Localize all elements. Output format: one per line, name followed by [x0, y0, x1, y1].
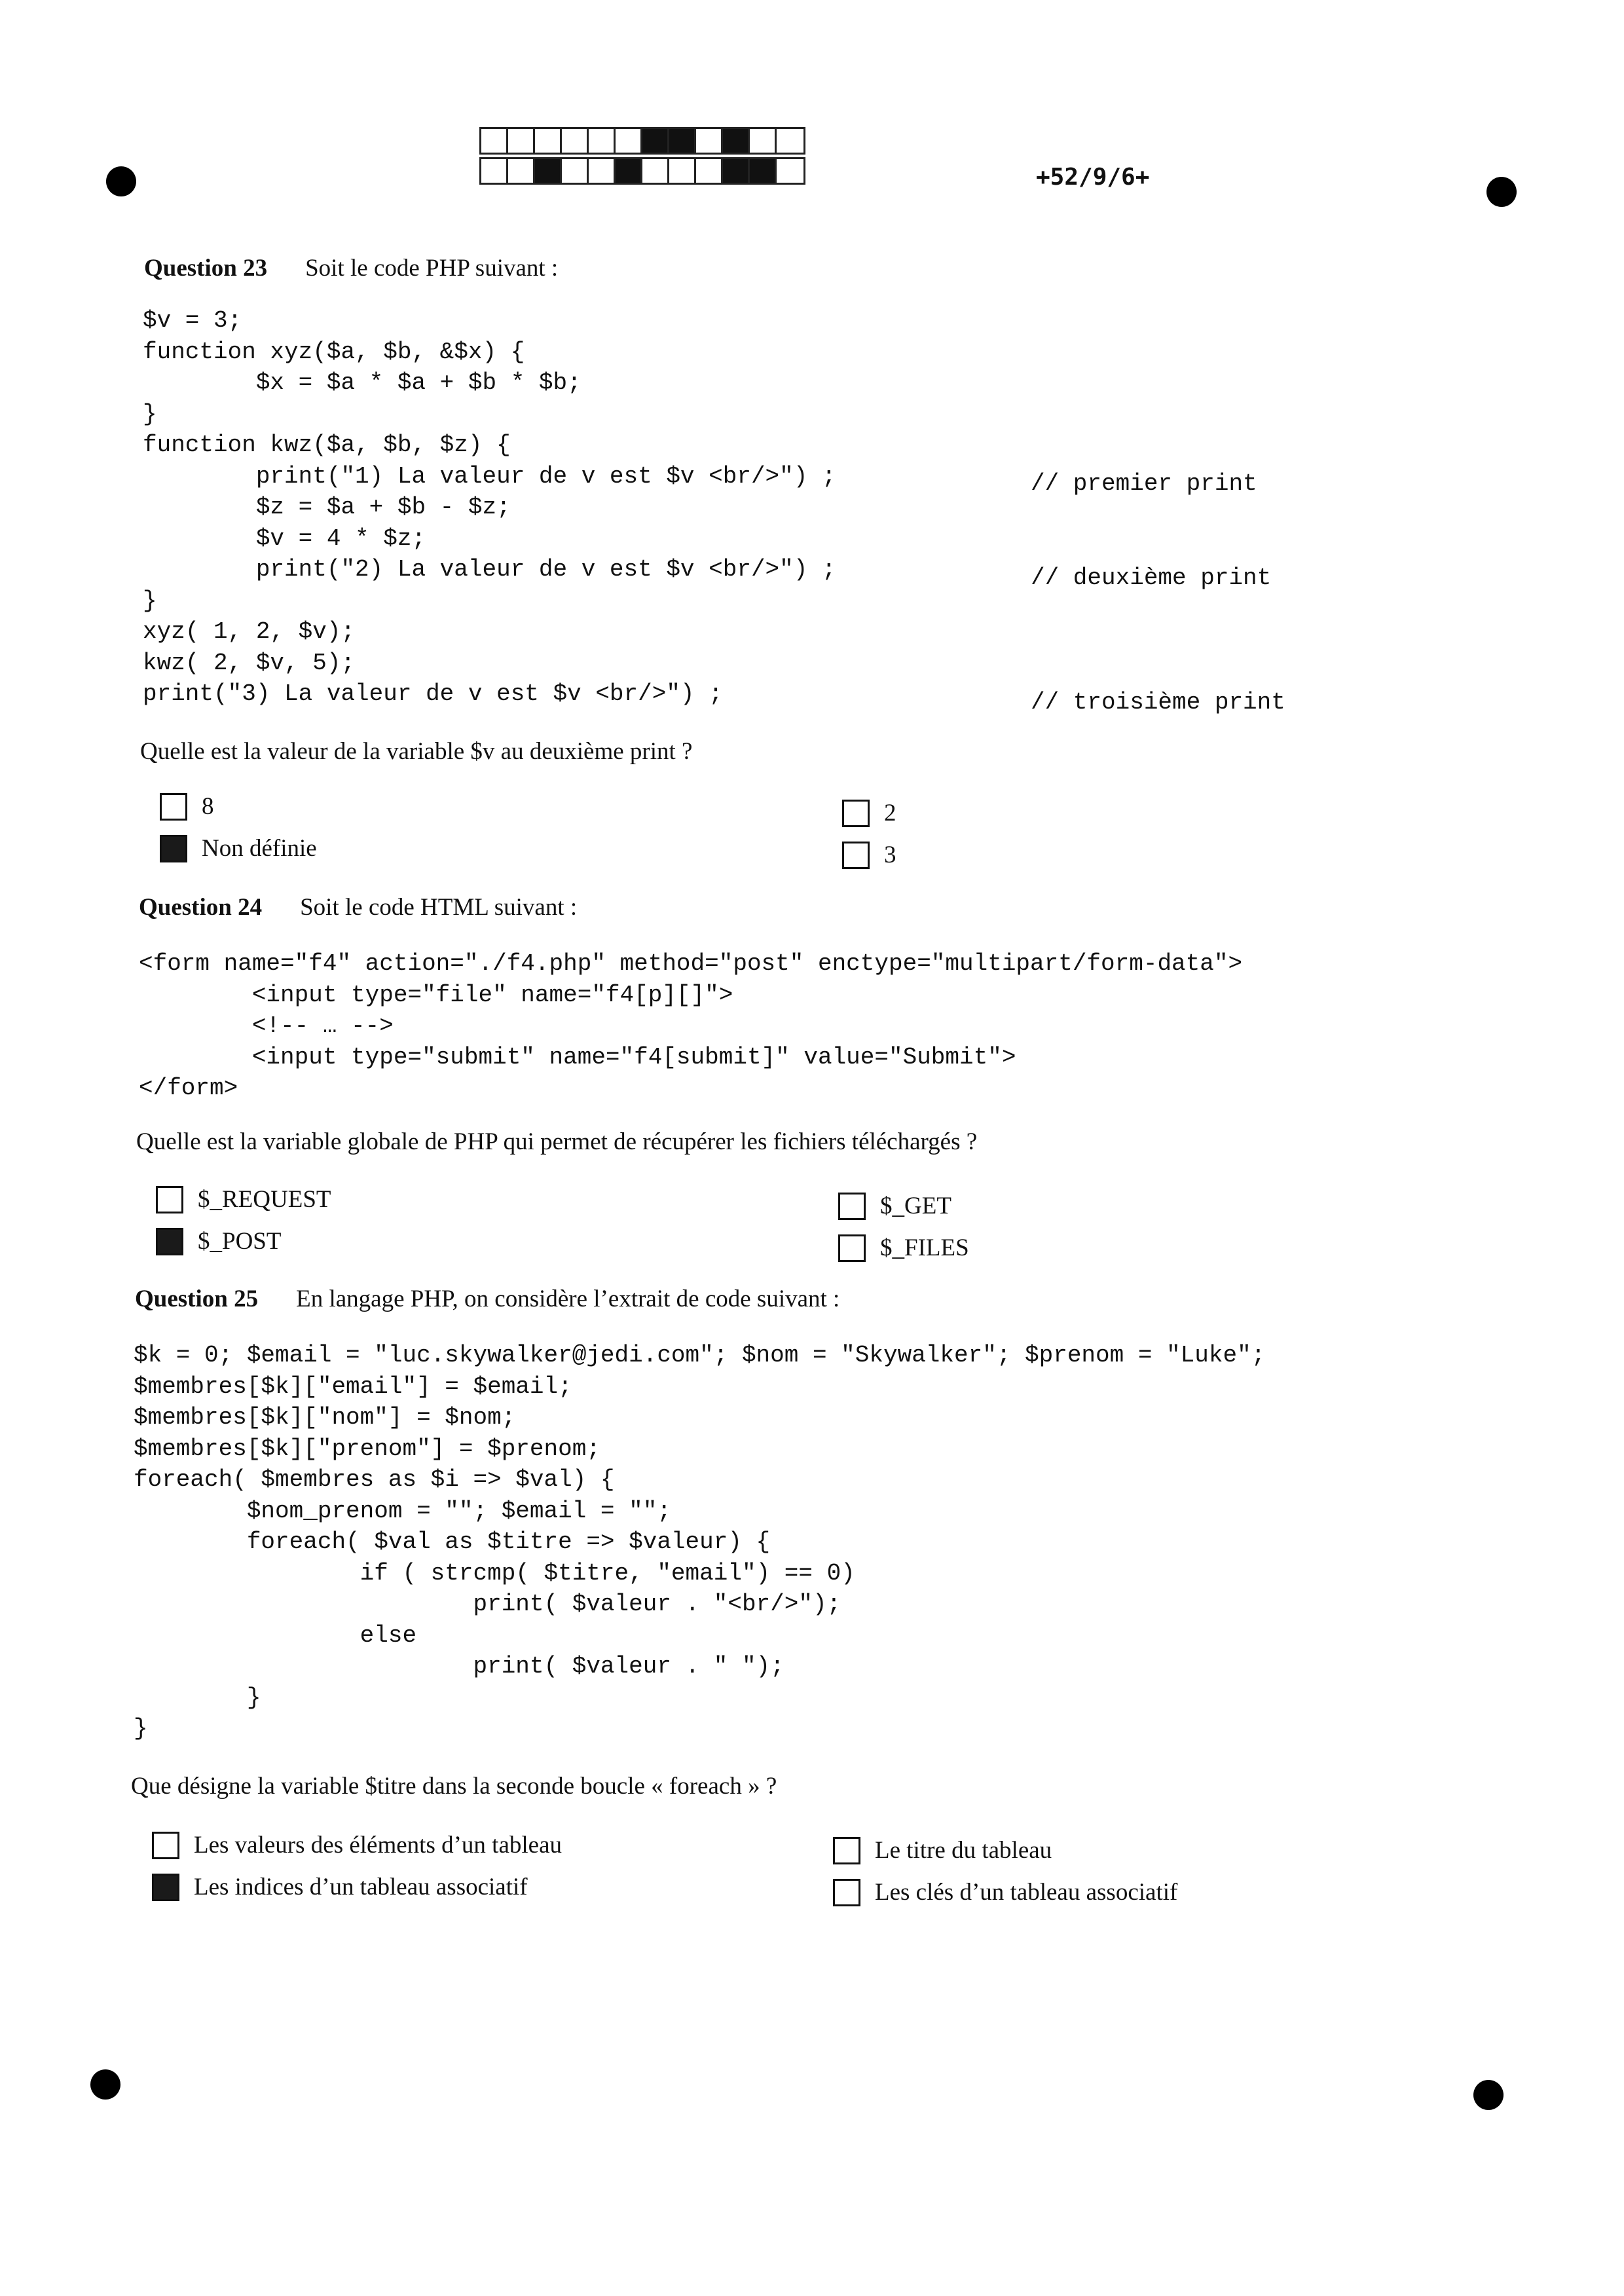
answer-checkbox[interactable] — [156, 1186, 183, 1213]
barcode-cell-empty — [508, 129, 535, 153]
answer-checkbox[interactable] — [842, 800, 870, 827]
question-number: Question 24 — [139, 894, 263, 921]
answer-checkbox[interactable] — [156, 1228, 183, 1255]
barcode-cell-filled — [723, 129, 750, 153]
answer-label: $_POST — [198, 1228, 282, 1255]
answer-choice[interactable] — [838, 1234, 969, 1262]
answer-choice[interactable] — [156, 1185, 331, 1213]
barcode-cell-empty — [642, 159, 669, 183]
registration-mark-top-left — [106, 166, 136, 196]
answer-choice[interactable] — [152, 1831, 562, 1859]
barcode-cell-empty — [750, 129, 777, 153]
barcode-cell-filled — [723, 159, 750, 183]
barcode-cell-filled — [616, 159, 642, 183]
barcode-cell-empty — [616, 129, 642, 153]
answer-choice[interactable] — [842, 841, 896, 869]
barcode-cell-empty — [669, 159, 696, 183]
barcode-cell-empty — [481, 159, 508, 183]
barcode-cell-empty — [535, 129, 562, 153]
answer-label: Les valeurs des éléments d’un tableau — [194, 1832, 562, 1859]
barcode-cell-filled — [750, 159, 777, 183]
answer-checkbox[interactable] — [838, 1234, 866, 1262]
barcode-cell-filled — [642, 129, 669, 153]
barcode-row — [479, 157, 805, 185]
answer-checkbox[interactable] — [833, 1837, 860, 1864]
barcode-cell-filled — [669, 129, 696, 153]
answer-checkbox[interactable] — [838, 1193, 866, 1220]
answer-checkbox[interactable] — [152, 1832, 179, 1859]
html-code-block: <form name="f4" action="./f4.php" method="post" enctype="multipart/form-data"> <input type="file" name="f4[p][]"> <!-- … --> <input type="submit" name="f4[submit]" value="Submit"> </form> — [139, 950, 1243, 1102]
answer-label: 8 — [202, 793, 214, 820]
registration-mark-top-right — [1486, 177, 1517, 207]
php-code-block: $v = 3; function xyz($a, $b, &$x) { $x = $a * $a + $b * $b; } function kwz($a, $b, $z) { print("1) La valeur de v est $v <br/>") ; $z = $a + $b - $z; $v = 4 * $z; print("2) La valeur de v est $v <br/>") ; } xyz( 1, 2, $v); kwz( 2, $v, 5); print("3) La valeur de v est $v <br/>") ; — [143, 307, 836, 707]
code-comment: // premier print — [1031, 470, 1257, 497]
answer-choice[interactable] — [156, 1227, 281, 1255]
answer-choice[interactable] — [160, 834, 317, 862]
question-number: Question 25 — [135, 1286, 259, 1312]
answer-label: $_FILES — [880, 1234, 969, 1261]
barcode-cell-empty — [562, 129, 589, 153]
question-number: Question 23 — [144, 255, 268, 282]
barcode-cell-empty — [562, 159, 589, 183]
question-prompt: Quelle est la variable globale de PHP qui permet de récupérer les fichiers téléchargés ? — [136, 1128, 978, 1155]
registration-mark-bottom-right — [1473, 2080, 1504, 2110]
answer-label: Le titre du tableau — [875, 1837, 1052, 1864]
code-comment: // troisième print — [1031, 689, 1285, 716]
barcode-cell-empty — [589, 129, 616, 153]
question-intro: Soit le code HTML suivant : — [300, 894, 578, 921]
answer-checkbox[interactable] — [160, 835, 187, 862]
barcode-cell-empty — [696, 159, 723, 183]
answer-label: $_GET — [880, 1193, 951, 1219]
answer-choice[interactable] — [152, 1873, 528, 1901]
answer-checkbox[interactable] — [833, 1879, 860, 1906]
question-24-header — [139, 893, 577, 921]
question-intro: Soit le code PHP suivant : — [305, 255, 559, 282]
barcode-row — [479, 127, 805, 155]
question-prompt: Que désigne la variable $titre dans la seconde boucle « foreach » ? — [131, 1773, 777, 1800]
question-23-header — [144, 254, 558, 282]
answer-choice[interactable] — [833, 1836, 1052, 1864]
answer-choice[interactable] — [160, 792, 214, 821]
answer-label: $_REQUEST — [198, 1186, 331, 1213]
question-prompt: Quelle est la valeur de la variable $v au deuxième print ? — [140, 738, 693, 765]
barcode-cell-empty — [589, 159, 616, 183]
exam-id: +52/9/6+ — [1036, 164, 1150, 191]
barcode-cell-empty — [696, 129, 723, 153]
barcode-cell-empty — [777, 129, 803, 153]
answer-label: 2 — [884, 800, 896, 826]
answer-choice[interactable] — [833, 1878, 1177, 1906]
question-25-header — [135, 1285, 840, 1313]
answer-label: Les indices d’un tableau associatif — [194, 1874, 528, 1900]
registration-mark-bottom-left — [90, 2069, 120, 2100]
answer-checkbox[interactable] — [160, 793, 187, 821]
answer-checkbox[interactable] — [842, 842, 870, 869]
barcode-cell-empty — [508, 159, 535, 183]
barcode-cell-filled — [535, 159, 562, 183]
php-code-block: $k = 0; $email = "luc.skywalker@jedi.com"; $nom = "Skywalker"; $prenom = "Luke"; $membres[$k]["email"] = $email; $membres[$k]["nom"] = $nom; $membres[$k]["prenom"] = $prenom; foreach( $membres as $i => $val) { $nom_prenom = ""; $email = ""; foreach( $val as $titre => $valeur) { if ( strcmp( $titre, "email") == 0) print( $valeur . "<br/>"); else print( $valeur . " "); } } — [134, 1342, 1266, 1742]
code-comment: // deuxième print — [1031, 565, 1272, 591]
question-intro: En langage PHP, on considère l’extrait de code suivant : — [296, 1286, 840, 1312]
answer-choice[interactable] — [842, 799, 896, 827]
barcode-cell-empty — [777, 159, 803, 183]
answer-label: Les clés d’un tableau associatif — [875, 1879, 1178, 1906]
answer-label: 3 — [884, 842, 896, 868]
answer-choice[interactable] — [838, 1192, 951, 1220]
answer-label: Non définie — [202, 835, 317, 862]
answer-checkbox[interactable] — [152, 1874, 179, 1901]
barcode-cell-empty — [481, 129, 508, 153]
